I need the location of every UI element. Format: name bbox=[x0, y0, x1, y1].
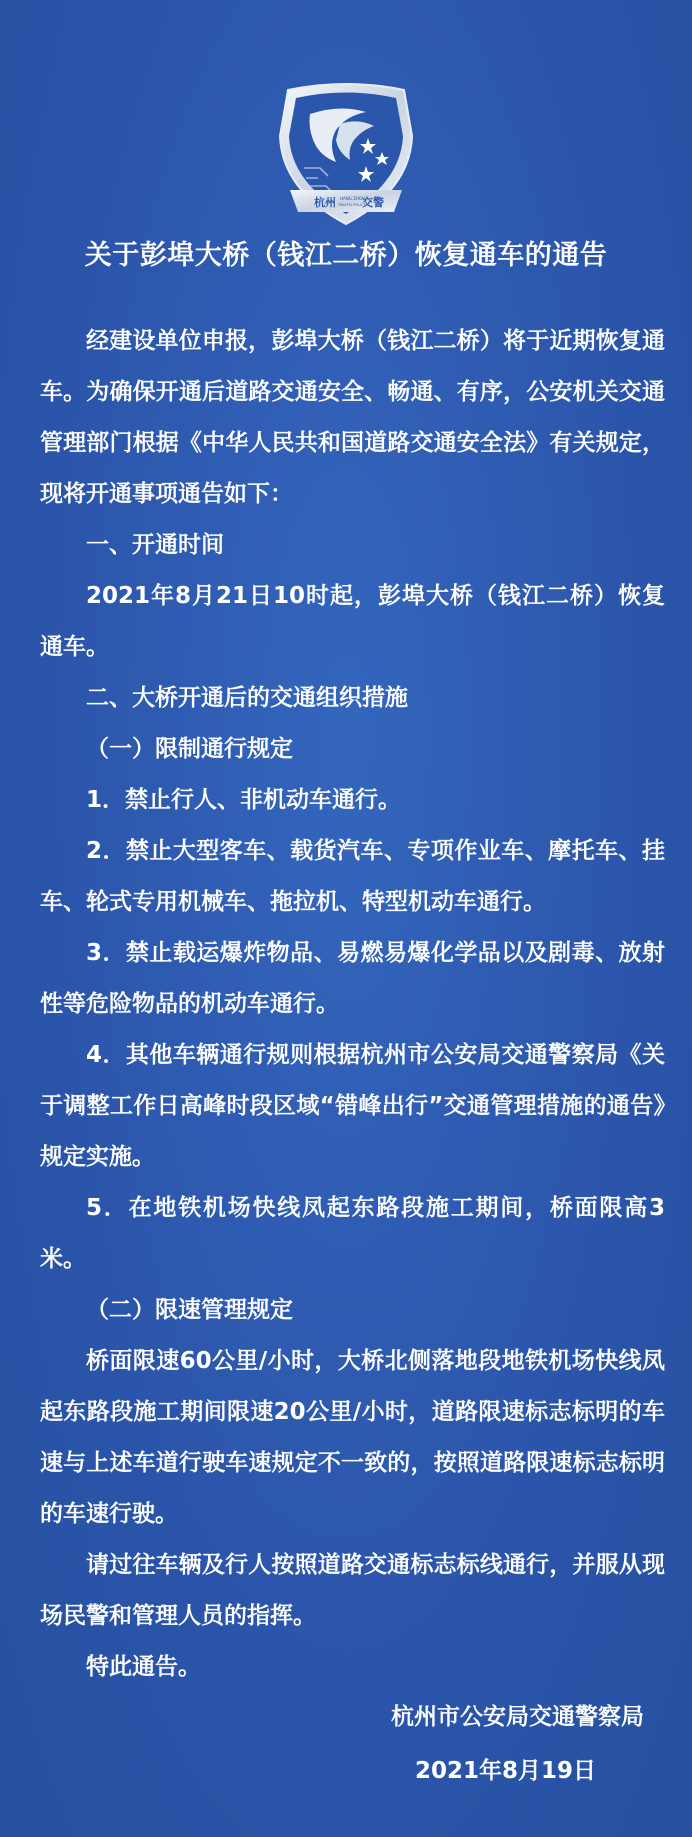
signature-block bbox=[244, 1690, 644, 1798]
shield-badge-icon bbox=[270, 78, 422, 226]
badge-en-text-2: TRAFFIC POLICE bbox=[338, 203, 366, 207]
rule-item-4: 4．其他车辆通行规则根据杭州市公安局交通警察局《关于调整工作日高峰时段区域“错峰出行”交通管理措施的通告》规定实施。 bbox=[40, 1042, 665, 1170]
rule-item-3: 3．禁止载运爆炸物品、易燃易爆化学品以及剧毒、放射性等危险物品的机动车通行。 bbox=[40, 940, 665, 1017]
paragraph-intro: 经建设单位申报，彭埠大桥（钱江二桥）将于近期恢复通车。为确保开通后道路交通安全、畅通、有序，公安机关交通管理部门根据《中华人民共和国道路交通安全法》有关规定，现将开通事项通告如下： bbox=[40, 328, 665, 507]
paragraph-closing: 特此通告。 bbox=[86, 1654, 201, 1680]
subsection-heading-restrictions: （一）限制通行规定 bbox=[86, 736, 293, 762]
section-heading-traffic-measures: 二、大桥开通后的交通组织措施 bbox=[86, 685, 408, 711]
rule-item-2: 2．禁止大型客车、载货汽车、专项作业车、摩托车、挂车、轮式专用机械车、拖拉机、特型机动车通行。 bbox=[40, 838, 665, 915]
rule-item-5: 5．在地铁机场快线凤起东路段施工期间，桥面限高3米。 bbox=[40, 1195, 665, 1272]
badge-city-text: 杭州 bbox=[314, 196, 336, 209]
notice-body bbox=[40, 316, 665, 1693]
paragraph-opening-time: 2021年8月21日10时起，彭埠大桥（钱江二桥）恢复通车。 bbox=[40, 583, 665, 660]
signature-org: 杭州市公安局交通警察局 bbox=[391, 1704, 644, 1730]
paragraph-request: 请过往车辆及行人按照道路交通标志标线通行，并服从现场民警和管理人员的指挥。 bbox=[40, 1552, 665, 1629]
subsection-heading-speed-limit: （二）限速管理规定 bbox=[86, 1297, 293, 1323]
rule-item-1: 1．禁止行人、非机动车通行。 bbox=[86, 787, 402, 813]
notice-title: 关于彭埠大桥（钱江二桥）恢复通车的通告 bbox=[84, 240, 608, 271]
traffic-police-badge-logo bbox=[270, 78, 422, 226]
section-heading-opening-time: 一、开通时间 bbox=[86, 532, 224, 558]
paragraph-speed-limit: 桥面限速60公里/小时，大桥北侧落地段地铁机场快线凤起东路段施工期间限速20公里/小时，道路限速标志标明的车速与上述车道行驶车速规定不一致的，按照道路限速标志标明的车速行驶。 bbox=[40, 1348, 665, 1527]
badge-dept-text: 交警 bbox=[362, 196, 384, 209]
badge-en-text-1: HANG ZHOU bbox=[340, 196, 365, 201]
signature-date: 2021年8月19日 bbox=[414, 1758, 596, 1784]
